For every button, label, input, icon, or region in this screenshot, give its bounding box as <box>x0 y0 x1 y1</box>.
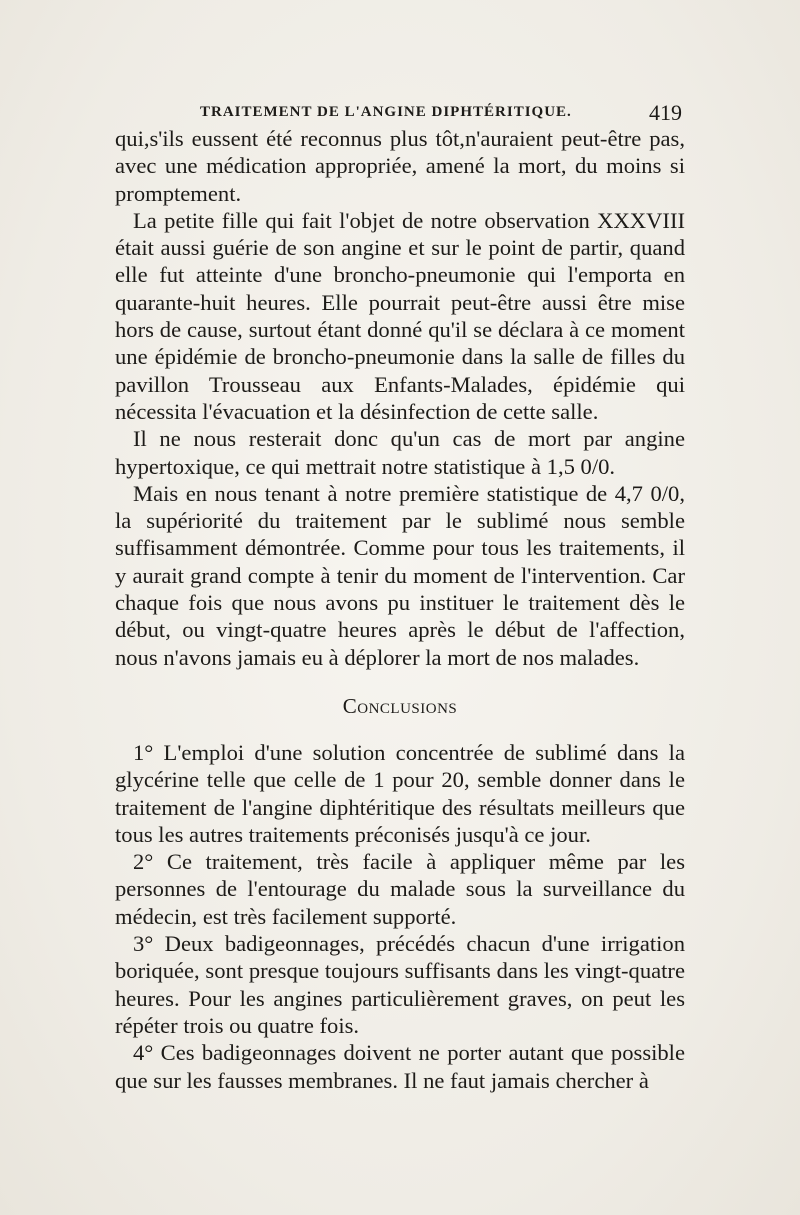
running-head: TRAITEMENT DE L'ANGINE DIPHTÉRITIQUE. <box>200 104 572 120</box>
conclusion-item: 4° Ces badigeonnages doivent ne porter autant que possible que sur les fausses membranes. Il ne faut jamais chercher à <box>115 1040 685 1093</box>
page-body <box>115 125 685 1094</box>
conclusion-item: 3° Deux badigeonnages, précédés chacun d'une irrigation boriquée, sont presque toujours suffisants dans les vingt-quatre heures. Pour les angines particulièrement graves, on peut les répéter trois ou quatre fois. <box>115 931 685 1038</box>
paragraph: qui,s'ils eussent été reconnus plus tôt,n'auraient peut-être pas, avec une médication appropriée, amené la mort, du moins si promptement. <box>115 126 685 206</box>
paragraph: Mais en nous tenant à notre première statistique de 4,7 0/0, la supériorité du traitement par le sublimé nous semble suffisamment démontrée. Comme pour tous les traitements, il y aurait grand compte à tenir du moment de l'intervention. Car chaque fois que nous avons pu instituer le traitement dès le début, ou vingt-quatre heures après le début de l'affection, nous n'avons jamais eu à déplorer la mort de nos malades. <box>115 480 685 670</box>
conclusion-item: 2° Ce traitement, très facile à appliquer même par les personnes de l'entourage du malade sous la surveillance du médecin, est très facilement supporté. <box>115 849 685 929</box>
conclusion-item: 1° L'emploi d'une solution concentrée de sublimé dans la glycérine telle que celle de 1 pour 20, semble donner dans le traitement de l'angine diphtéritique des résultats meilleurs que tous les autres traitements préconisés jusqu'à ce jour. <box>115 739 685 847</box>
paragraph: Il ne nous resterait donc qu'un cas de mort par angine hypertoxique, ce qui mettrait notre statistique à 1,5 0/0. <box>115 426 685 479</box>
paragraph: La petite fille qui fait l'objet de notre observation XXXVIII était aussi guérie de son angine et sur le point de partir, quand elle fut atteinte d'une broncho-pneumonie qui l'emporta en quarante-huit heures. Elle pourrait peut-être aussi être mise hors de cause, surtout étant donné qu'il se déclara à ce moment une épidémie de broncho-pneumonie dans la salle de filles du pavillon Trousseau aux Enfants-Malades, épidémie qui nécessita l'évacuation et la désinfection de cette salle. <box>115 207 685 424</box>
page-number: 419 <box>649 100 682 125</box>
section-title: Conclusions <box>342 693 458 718</box>
